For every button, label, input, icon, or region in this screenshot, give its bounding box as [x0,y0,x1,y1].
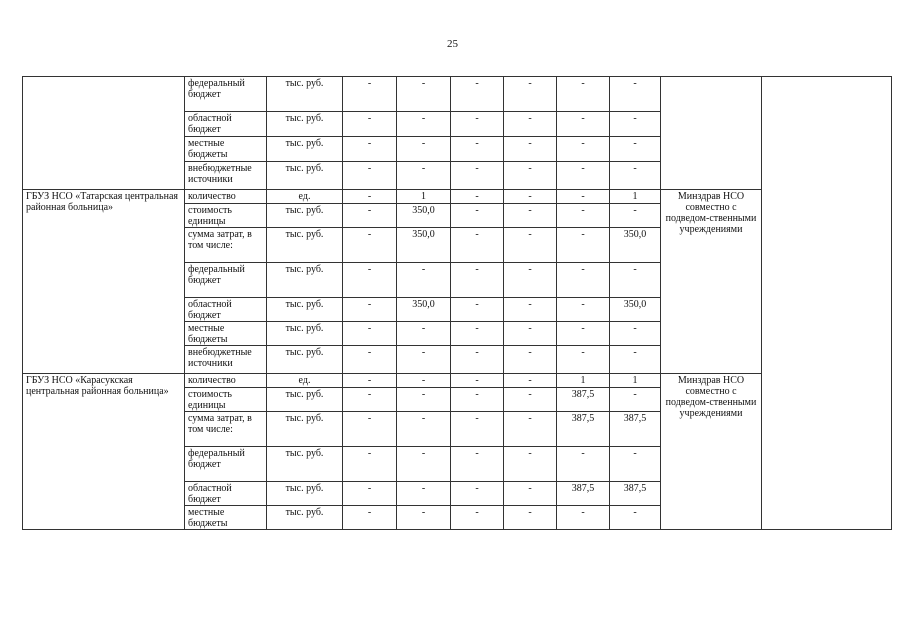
value-cell: - [397,412,451,447]
unit-cell: тыс. руб. [267,77,343,112]
value-cell: - [610,447,661,482]
value-cell: - [610,204,661,228]
value-cell: - [397,322,451,346]
indicator-cell: федеральный бюджет [185,447,267,482]
value-cell: - [451,482,504,506]
value-cell: - [397,506,451,530]
value-cell: - [451,112,504,137]
value-cell: - [557,447,610,482]
value-cell: - [557,112,610,137]
value-cell: - [504,322,557,346]
value-cell: - [343,228,397,263]
indicator-cell: количество [185,374,267,388]
value-cell: 1 [610,374,661,388]
value-cell: - [557,298,610,322]
unit-cell: тыс. руб. [267,506,343,530]
value-cell: - [451,412,504,447]
value-cell: 350,0 [397,298,451,322]
value-cell: - [343,298,397,322]
unit-cell: тыс. руб. [267,112,343,137]
unit-cell: тыс. руб. [267,298,343,322]
indicator-cell: стоимость единицы [185,388,267,412]
value-cell: - [557,506,610,530]
value-cell: - [610,77,661,112]
value-cell: - [343,506,397,530]
value-cell: - [504,112,557,137]
value-cell: - [504,447,557,482]
value-cell: - [397,482,451,506]
value-cell: - [397,77,451,112]
indicator-cell: областной бюджет [185,482,267,506]
value-cell: - [397,112,451,137]
value-cell: - [343,388,397,412]
value-cell: 387,5 [557,388,610,412]
page-number: 25 [447,38,458,50]
institution-cell [23,77,185,190]
value-cell: - [451,298,504,322]
indicator-cell: областной бюджет [185,112,267,137]
indicator-cell: федеральный бюджет [185,77,267,112]
indicator-cell: количество [185,190,267,204]
unit-cell: тыс. руб. [267,162,343,190]
value-cell: - [343,112,397,137]
value-cell: - [504,137,557,162]
value-cell: - [557,346,610,374]
value-cell: - [451,77,504,112]
value-cell: - [451,388,504,412]
value-cell: - [610,388,661,412]
value-cell: - [397,263,451,298]
value-cell: - [343,190,397,204]
indicator-cell: стоимость единицы [185,204,267,228]
unit-cell: тыс. руб. [267,263,343,298]
value-cell: - [451,447,504,482]
table-row [23,190,892,204]
value-cell: - [343,137,397,162]
unit-cell: тыс. руб. [267,204,343,228]
value-cell: - [451,263,504,298]
value-cell: - [451,204,504,228]
value-cell: - [343,374,397,388]
value-cell: - [610,263,661,298]
program-table [22,76,892,530]
value-cell: 1 [557,374,610,388]
value-cell: - [451,374,504,388]
value-cell: - [451,228,504,263]
value-cell: 387,5 [610,412,661,447]
value-cell: 350,0 [610,228,661,263]
value-cell: - [504,228,557,263]
value-cell: 350,0 [397,228,451,263]
value-cell: 387,5 [610,482,661,506]
value-cell: - [504,482,557,506]
indicator-cell: местные бюджеты [185,506,267,530]
unit-cell: ед. [267,374,343,388]
value-cell: 1 [610,190,661,204]
value-cell: - [343,412,397,447]
value-cell: - [504,162,557,190]
indicator-cell: внебюджетные источники [185,162,267,190]
indicator-cell: местные бюджеты [185,322,267,346]
value-cell: - [610,506,661,530]
value-cell: - [504,77,557,112]
value-cell: - [557,77,610,112]
value-cell: - [343,447,397,482]
value-cell: - [504,412,557,447]
unit-cell: тыс. руб. [267,482,343,506]
value-cell: - [557,263,610,298]
indicator-cell: сумма затрат, в том числе: [185,228,267,263]
value-cell: - [343,162,397,190]
indicator-cell: внебюджетные источники [185,346,267,374]
unit-cell: тыс. руб. [267,346,343,374]
value-cell: - [504,506,557,530]
value-cell: - [451,346,504,374]
institution-cell: ГБУЗ НСО «Карасукская центральная районная больница» [23,374,185,530]
value-cell: - [451,322,504,346]
value-cell: - [557,137,610,162]
value-cell: - [343,77,397,112]
unit-cell: тыс. руб. [267,447,343,482]
value-cell: - [557,228,610,263]
value-cell: - [343,482,397,506]
value-cell: 1 [397,190,451,204]
value-cell: 387,5 [557,412,610,447]
value-cell: - [397,388,451,412]
value-cell: - [451,506,504,530]
value-cell: - [610,346,661,374]
value-cell: - [504,298,557,322]
value-cell: - [451,190,504,204]
value-cell: - [557,322,610,346]
value-cell: - [343,204,397,228]
table-body [23,77,892,530]
value-cell: 387,5 [557,482,610,506]
value-cell: - [397,374,451,388]
unit-cell: тыс. руб. [267,137,343,162]
value-cell: - [397,346,451,374]
indicator-cell: областной бюджет [185,298,267,322]
value-cell: - [557,204,610,228]
value-cell: - [504,346,557,374]
table-row [23,374,892,388]
value-cell: - [610,112,661,137]
value-cell: - [343,263,397,298]
unit-cell: тыс. руб. [267,388,343,412]
value-cell: - [504,263,557,298]
unit-cell: тыс. руб. [267,228,343,263]
unit-cell: ед. [267,190,343,204]
value-cell: - [504,388,557,412]
indicator-cell: местные бюджеты [185,137,267,162]
value-cell: - [343,346,397,374]
notes-cell [762,77,892,530]
value-cell: 350,0 [397,204,451,228]
executor-cell: Минздрав НСО совместно с подведом-ственными учреждениями [661,374,762,530]
value-cell: - [504,190,557,204]
value-cell: - [610,162,661,190]
value-cell: - [504,374,557,388]
value-cell: - [397,137,451,162]
indicator-cell: федеральный бюджет [185,263,267,298]
value-cell: - [451,137,504,162]
table-row [23,77,892,112]
executor-cell [661,77,762,190]
value-cell: - [451,162,504,190]
value-cell: - [343,322,397,346]
value-cell: - [397,447,451,482]
value-cell: - [504,204,557,228]
indicator-cell: сумма затрат, в том числе: [185,412,267,447]
value-cell: - [557,190,610,204]
unit-cell: тыс. руб. [267,412,343,447]
executor-cell: Минздрав НСО совместно с подведом-ственными учреждениями [661,190,762,374]
value-cell: 350,0 [610,298,661,322]
unit-cell: тыс. руб. [267,322,343,346]
value-cell: - [610,322,661,346]
value-cell: - [397,162,451,190]
value-cell: - [610,137,661,162]
value-cell: - [557,162,610,190]
institution-cell: ГБУЗ НСО «Татарская центральная районная больница» [23,190,185,374]
